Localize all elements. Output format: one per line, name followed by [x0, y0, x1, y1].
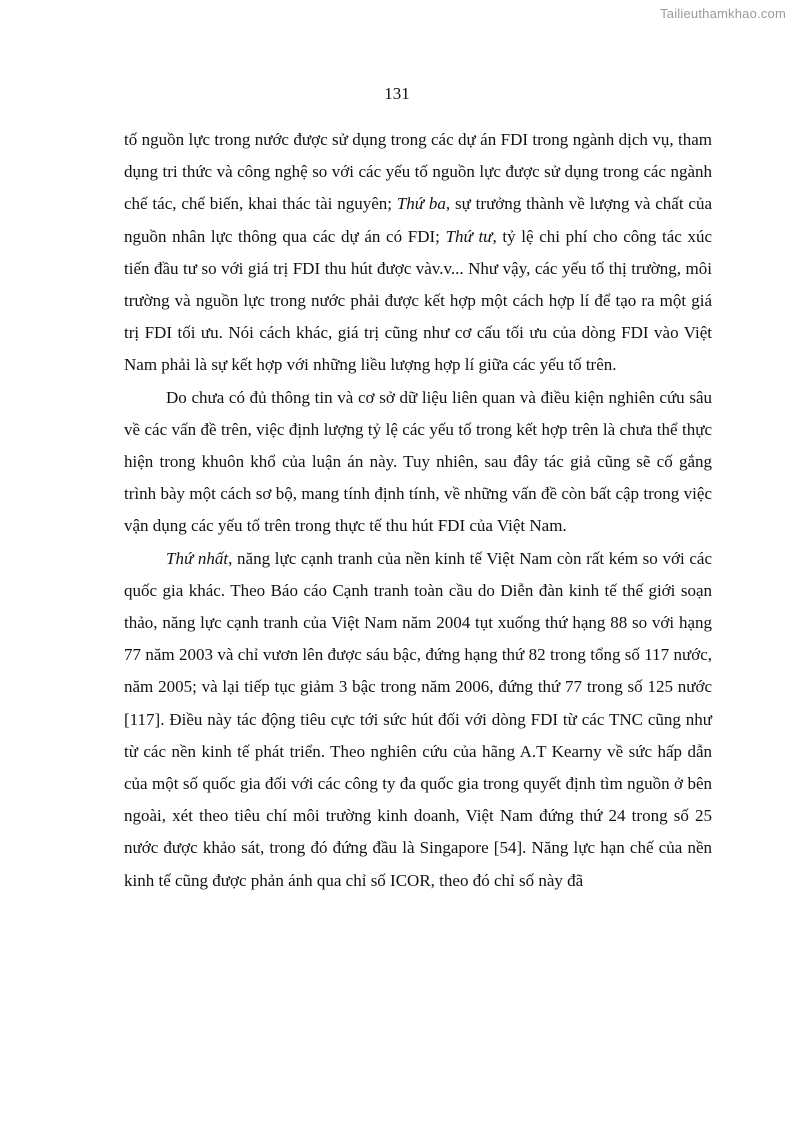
paragraph-1-text-a: tố nguồn lực trong nước được sử dụng trong các dự án FDI trong ngành dịch vụ, tham dụng tri thức và công nghệ so với các yếu tố nguồn lực được sử dụng trong các ngành chế tác, chế biến, khai thác tài nguyên; [124, 130, 712, 214]
paragraph-1-italic-a: Thứ ba [396, 194, 446, 214]
paragraph-3-italic-a: Thứ nhất [166, 548, 229, 568]
paragraph-3-text-a: , năng lực cạnh tranh của nền kinh tế Việt Nam còn rất kém so với các quốc gia khác. Theo Báo cáo Cạnh tranh toàn cầu do Diễn đàn kinh tế thế giới soạn thảo, năng lực cạnh tranh của Việt Nam năm 2004 tụt xuống thứ hạng 88 so với hạng 77 năm 2003 và chỉ vươn lên được sáu bậc, đứng hạng thứ 82 trong tổng số 117 nước, năm 2005; và lại tiếp tục giảm 3 bậc trong năm 2006, đứng thứ 77 trong số 125 nước [117]. Điều này tác động tiêu cực tới sức hút đối với dòng FDI từ các TNC cũng như từ các nền kinh tế phát triển. Theo nghiên cứu của hãng A.T Kearny về sức hấp dẫn của một số quốc gia đối với các công ty đa quốc gia trong quyết định tìm nguồn ở bên ngoài, xét theo tiêu chí môi trường kinh doanh, Việt Nam đứng thứ 24 trong số 25 nước được khảo sát, trong đó đứng đầu là Singapore [54]. Năng lực hạn chế của nền kinh tế cũng được phản ánh qua chỉ số ICOR, theo đó chỉ số này đã [124, 548, 712, 890]
paragraph-2: Do chưa có đủ thông tin và cơ sở dữ liệu liên quan và điều kiện nghiên cứu sâu về các vấn đề trên, việc định lượng tỷ lệ các yếu tố trong kết hợp trên là chưa thể thực hiện trong khuôn khổ của luận án này. Tuy nhiên, sau đây tác giả cũng sẽ cố gắng trình bày một cách sơ bộ, mang tính định tính, về những vấn đề còn bất cập trong việc vận dụng các yếu tố trên trong thực tế thu hút FDI của Việt Nam. [124, 387, 712, 536]
body-text [124, 124, 712, 897]
paragraph-3 [124, 543, 712, 897]
paragraph-1 [124, 124, 712, 382]
watermark: Tailieuthamkhao.com [660, 6, 786, 21]
page-number: 131 [384, 84, 410, 103]
paragraph-1-text-b: , sự trưởng thành về lượng và chất của nguồn nhân lực thông qua các dự án có FDI; [124, 194, 713, 246]
paragraph-1-italic-b: Thứ tư [445, 226, 493, 246]
paragraph-1-text-c: , tỷ lệ chi phí cho công tác xúc tiến đầu tư so với giá trị FDI thu hút được vàv.v... Như vậy, các yếu tố thị trường, môi trường và nguồn lực trong nước phải được kết hợp một cách hợp lí để tạo ra một giá trị FDI tối ưu. Nói cách khác, giá trị cũng như cơ cấu tối ưu của dòng FDI vào Việt Nam phải là sự kết hợp với những liều lượng hợp lí giữa các yếu tố trên. [124, 226, 713, 375]
